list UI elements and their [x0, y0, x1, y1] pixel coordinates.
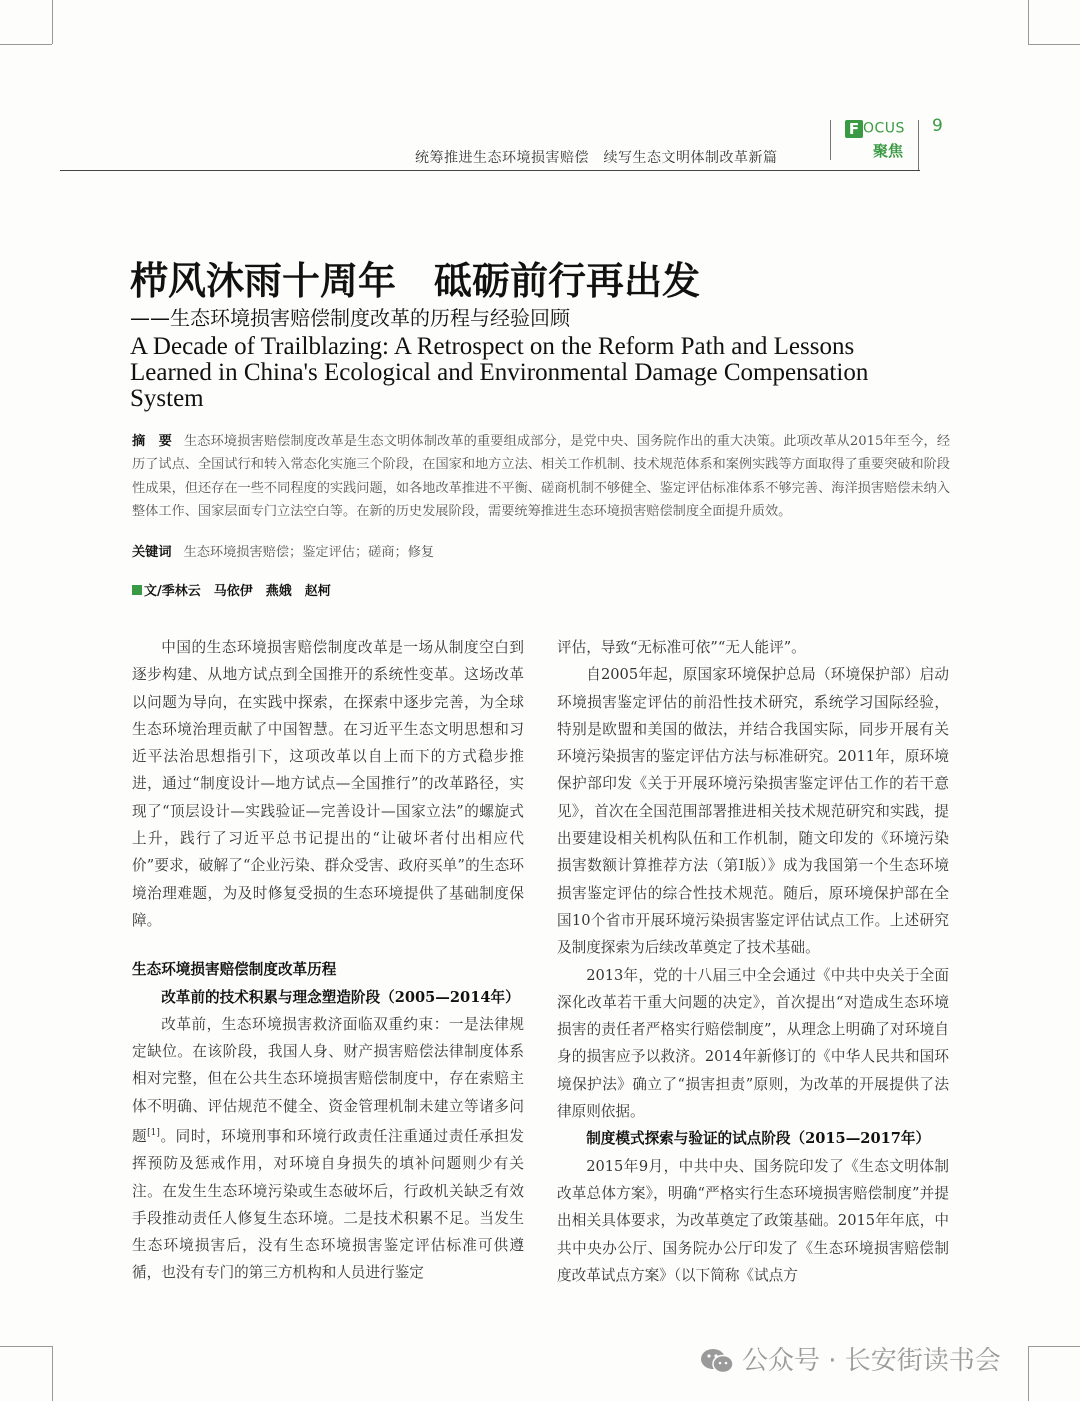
wechat-icon [700, 1348, 734, 1374]
crop-mark [1028, 1346, 1080, 1347]
right-column [557, 634, 949, 1289]
green-square-icon [132, 585, 142, 595]
crop-mark [0, 44, 52, 45]
authors [132, 580, 331, 599]
section-logo [845, 118, 905, 161]
subheading: 制度模式探索与验证的试点阶段（2015—2017年） [586, 1130, 931, 1148]
reference-marker[interactable]: [1] [147, 1128, 160, 1139]
section-logo-letter: F [845, 120, 863, 138]
crop-mark [52, 0, 53, 44]
keywords-text: 生态环境损害赔偿；鉴定评估；磋商；修复 [183, 545, 435, 560]
section-name: 聚焦 [873, 141, 904, 160]
header-divider [830, 120, 831, 160]
abstract-text: 生态环境损害赔偿制度改革是生态文明体制改革的重要组成部分，是党中央、国务院作出的重大决策。此项改革从2015年至今，经历了试点、全国试行和转入常态化实施三个阶段，在国家和地方立法、相关工作机制、技术规范体系和案例实践等方面取得了重要突破和阶段性成果，但还存在一些不同程度的实践问题，如各地改革推进不平衡、磋商机制不够健全、鉴定评估标准体系不够完善、海洋损害赔偿未纳入整体工作、国家层面专门立法空白等。在新的历史发展阶段，需要统筹推进生态环境损害赔偿制度全面提升质效。 [132, 434, 951, 520]
crop-mark [1028, 0, 1029, 44]
crop-mark [1028, 44, 1080, 45]
body-paragraph [132, 1011, 524, 1287]
article-title: 栉风沐雨十周年 砥砺前行再出发 [130, 259, 701, 303]
keywords-label: 关键词 [132, 545, 172, 560]
abstract [132, 430, 950, 524]
body-paragraph: 2013年，党的十八届三中全会通过《中共中央关于全面深化改革若干重大问题的决定》，首次提出“对造成生态环境损害的责任者严格实行赔偿制度”，从理念上明确了对环境自身的损害应予以救济。2014年新修订的《中华人民共和国环境保护法》确立了“损害担责”原则，为改革的开展提供了法律原则依据。 [557, 966, 949, 1121]
left-column [132, 634, 524, 1287]
abstract-label: 摘 要 [132, 434, 172, 449]
header-divider [918, 120, 919, 170]
keywords [132, 541, 434, 560]
watermark-text: 公众号 · 长安街读书会 [742, 1346, 1001, 1376]
authors-text: 文/季林云 马依伊 燕娥 赵柯 [144, 584, 331, 599]
body-text: 改革前，生态环境损害救济面临双重约束：一是法律规定缺位。在该阶段，我国人身、财产损害赔偿法律制度体系相对完整，但在公共生态环境损害赔偿制度中，存在索赔主体不明确、评估规范不健全、资金管理机制未建立等诸多问题 [132, 1015, 524, 1145]
running-title: 统筹推进生态环境损害赔偿 续写生态文明体制改革新篇 [415, 150, 778, 166]
page-number: 9 [932, 116, 943, 136]
crop-mark [52, 1346, 53, 1401]
body-paragraph: 评估，导致“无标准可依”“无人能评”。 [557, 639, 806, 656]
article-title-en: A Decade of Trailblazing: A Retrospect on the Reform Path and Lessons Learned in China's Ecological and Environmental Damage Compensation System [130, 333, 869, 412]
article-subtitle: ——生态环境损害赔偿制度改革的历程与经验回顾 [130, 306, 570, 330]
crop-mark [0, 1346, 52, 1347]
spacer [132, 934, 524, 956]
header-rule [60, 170, 920, 171]
section-logo-text: OCUS [863, 120, 905, 137]
body-paragraph: 自2005年起，原国家环境保护总局（环境保护部）启动环境损害鉴定评估的前沿性技术研究，系统学习国际经验，特别是欧盟和美国的做法，并结合我国实际，同步开展有关环境污染损害的鉴定评估方法与标准研究。2011年，原环境保护部印发《关于开展环境污染损害鉴定评估工作的若干意见》，首次在全国范围部署推进相关技术规范研究和实践，提出要建设相关机构队伍和工作机制，随文印发的《环境污染损害数额计算推荐方法（第Ⅰ版）》成为我国第一个生态环境损害鉴定评估的综合性技术规范。随后，原环境保护部在全国10个省市开展环境污染损害鉴定评估试点工作。上述研究及制度探索为后续改革奠定了技术基础。 [557, 666, 949, 957]
crop-mark [1028, 1346, 1029, 1401]
intro-paragraph: 中国的生态环境损害赔偿制度改革是一场从制度空白到逐步构建、从地方试点到全国推开的系统性变革。这场改革以问题为导向，在实践中探索，在探索中逐步完善，为全球生态环境治理贡献了中国智慧。在习近平生态文明思想和习近平法治思想指引下，这项改革以自上而下的方式稳步推进，通过“制度设计—地方试点—全国推行”的改革路径，实现了“顶层设计—实践验证—完善设计—国家立法”的螺旋式上升，践行了习近平总书记提出的“让破坏者付出相应代价”要求，破解了“企业污染、群众受害、政府买单”的生态环境治理难题，为及时修复受损的生态环境提供了基础制度保障。 [132, 639, 524, 929]
subheading: 改革前的技术积累与理念塑造阶段（2005—2014年） [161, 988, 520, 1006]
body-paragraph: 2015年9月，中共中央、国务院印发了《生态文明体制改革总体方案》，明确“严格实行生态环境损害赔偿制度”并提出相关具体要求，为改革奠定了政策基础。2015年年底，中共中央办公厅、国务院办公厅印发了《生态环境损害赔偿制度改革试点方案》（以下简称《试点方 [557, 1157, 949, 1284]
watermark [700, 1340, 1001, 1377]
section-heading: 生态环境损害赔偿制度改革历程 [132, 961, 337, 979]
body-text: 。同时，环境刑事和环境行政责任注重通过责任承担发挥预防及惩戒作用，对环境自身损失的填补问题则少有关注。在发生生态环境污染或生态破坏后，行政机关缺乏有效手段推动责任人修复生态环境。二是技术积累不足。当发生生态环境损害后，没有生态环境损害鉴定评估标准可供遵循，也没有专门的第三方机构和人员进行鉴定 [132, 1127, 524, 1282]
